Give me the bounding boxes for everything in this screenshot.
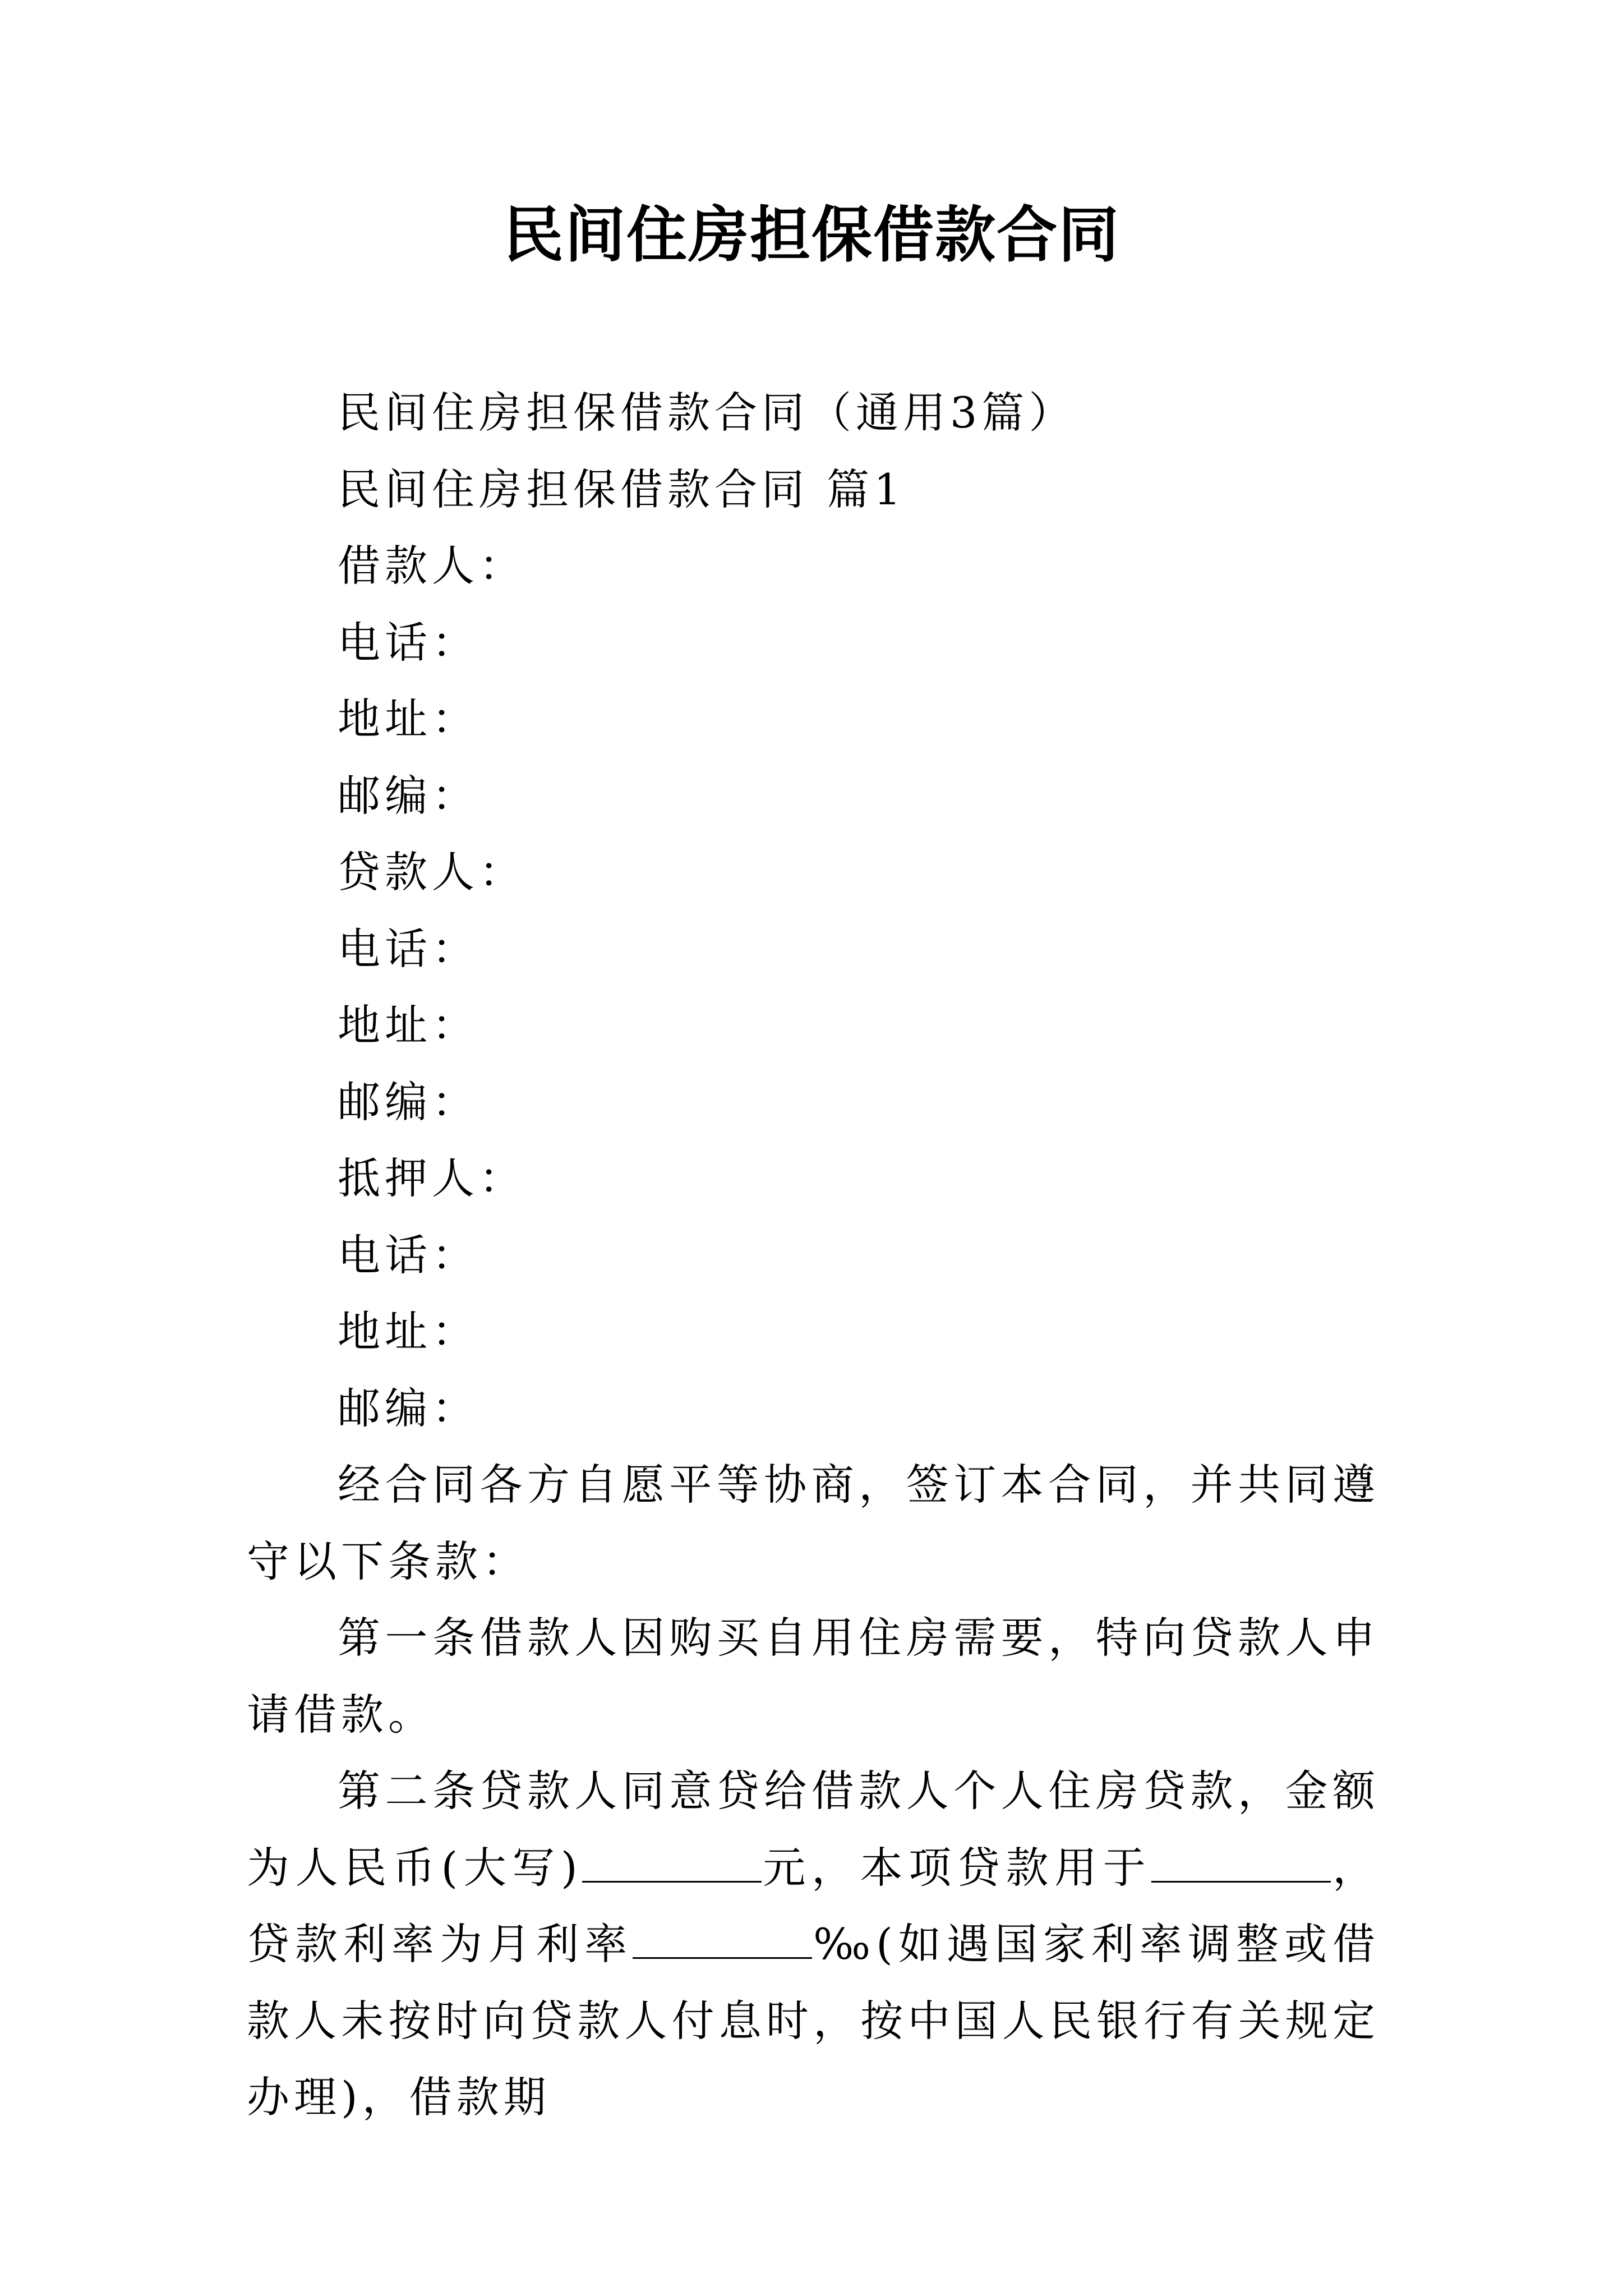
intro-paragraph: 经合同各方自愿平等协商，签订本合同，并共同遵守以下条款： [247,1460,1380,1586]
article-1-paragraph: 第一条借款人因购买自用住房需要，特向贷款人申请借款。 [247,1613,1380,1740]
article-2-text-3: ，贷款利率为月利率 [247,1842,1380,1969]
section-heading: 民间住房担保借款合同 篇1 [338,464,906,514]
document-title: 民间住房担保借款合同 [502,200,1120,270]
article-2-text-4: ‰(如遇国家利率调整或借款人未按时向贷款人付息时，按中国人民银行有关规定办理)，借款期 [247,1919,1380,2122]
field-mortgagor-postcode: 邮编： [338,1383,479,1433]
loan-amount-blank [582,1845,762,1883]
article-2-text-2: 元，本项贷款用于 [761,1842,1152,1893]
field-lender-phone: 电话： [338,923,479,974]
monthly-rate-blank [633,1921,812,1959]
field-lender-postcode: 邮编： [338,1076,479,1127]
field-borrower: 借款人： [338,541,526,591]
field-borrower-address: 地址： [338,694,479,744]
field-borrower-phone: 电话： [338,617,479,668]
article-2-paragraph [247,1753,1380,2136]
field-mortgagor: 抵押人： [338,1153,526,1203]
loan-purpose-blank [1151,1845,1331,1883]
field-mortgagor-address: 地址： [338,1306,479,1356]
article-2-text-1: 第二条贷款人同意贷给借款人个人住房贷款，金额为人民币(大写) [247,1766,1380,1893]
field-lender-address: 地址： [338,1000,479,1050]
document-subtitle: 民间住房担保借款合同（通用3篇） [338,388,1076,438]
field-borrower-postcode: 邮编： [338,770,479,821]
document-body [247,375,1380,2136]
field-mortgagor-phone: 电话： [338,1230,479,1280]
field-lender: 贷款人： [338,847,526,897]
